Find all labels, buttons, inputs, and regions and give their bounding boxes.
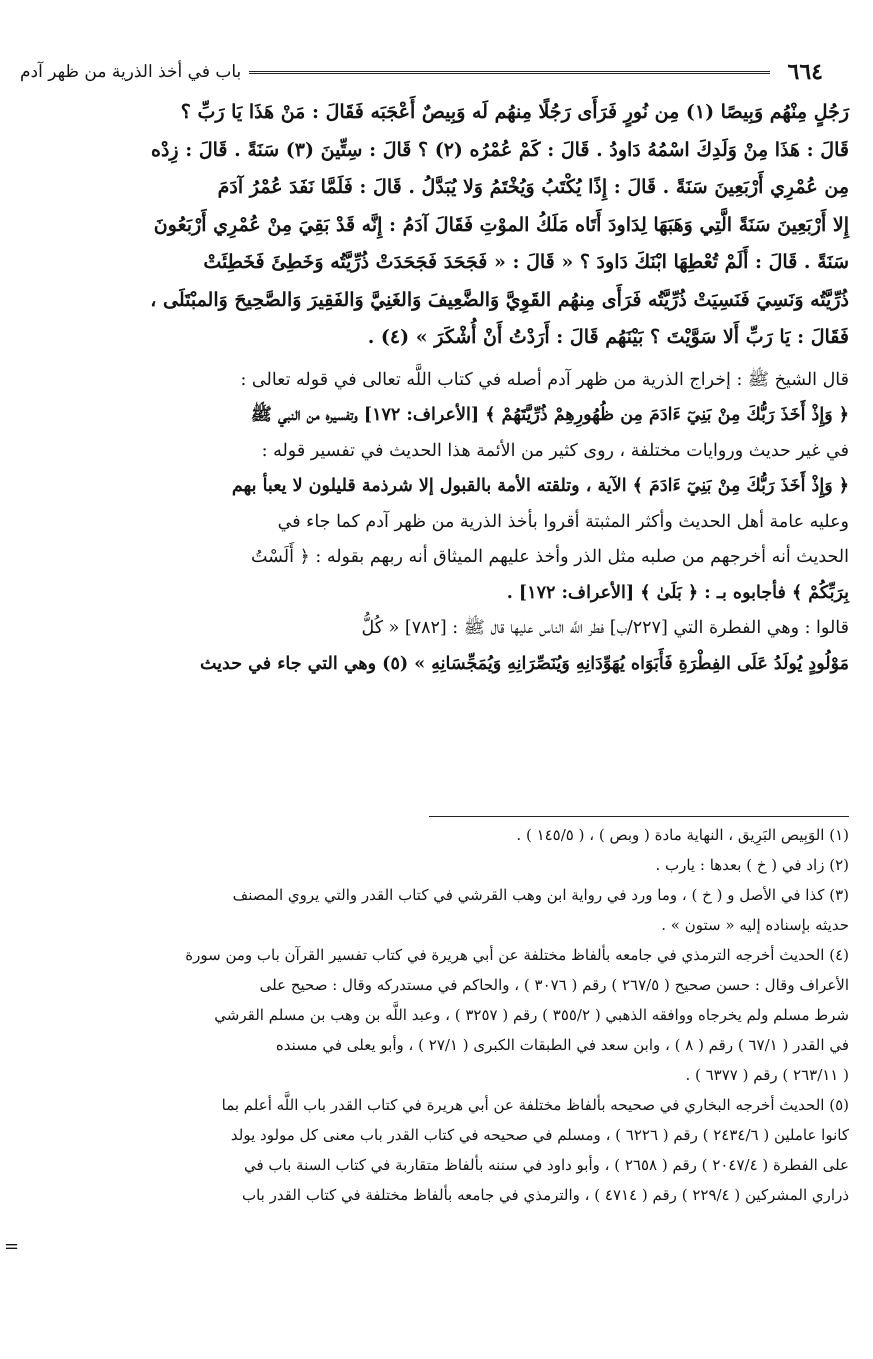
footnote-line: الأعراف وقال : حسن صحيح ( ٢٦٧/٥ ) رقم ( ٣٠٧٦ ) ، والحاكم في مستدركه وقال : صحيح على [259, 976, 849, 994]
commentary-line: في غير حديث وروايات مختلفة ، روى كثير من الأئمة هذا الحديث في تفسير قوله : [261, 440, 849, 461]
quran-verse-line: ﴿ وَإِذْ أَخَذَ رَبُّكَ مِنْ بَنِيٓ ءَادَمَ ﴾ الآية ، وتلقته الأمة بالقبول إلا شرذمة قليلون لا يعبأ بهم [231, 476, 849, 496]
main-text [20, 94, 849, 682]
footnote-separator [429, 816, 849, 817]
commentary-line: قالوا : وهي الفطرة التي [٢٢٧/ب] فطر اللَّه الناس عليها قال ﷺ : [٧٨٢] « كُلُّ [361, 618, 849, 638]
hadith-text [20, 94, 849, 357]
footnote-line: (٣) كذا في الأصل و ( خ ) ، وما ورد في رواية ابن وهب القرشي في كتاب القدر والتي يروي المصنف [232, 886, 849, 904]
commentary-text [20, 363, 849, 683]
footnote-line: (١) الوَبِيص البَرِيق ، النهاية مادة ( وبص ) ، ( ١٤٥/٥ ) . [516, 826, 849, 844]
footnote-line: شرط مسلم ولم يخرجاه ووافقه الذهبي ( ٣٥٥/٢ ) رقم ( ٣٢٥٧ ) ، وعبد اللَّه بن وهب بن مسلم القرشي [214, 1006, 849, 1024]
hadith-line: إِلا أَرْبَعِينَ سَنَةً الَّتِي وَهَبَهَا لِدَاودَ أَتَاه مَلَكُ الموْتِ فَقَالَ آدَمُ : إِنَّه قَدْ بَقِيَ مِنْ عُمْرِي أَرْبَعُونَ [153, 213, 849, 236]
footnote-line: (٢) زاد في ( خ ) بعدها : يارب . [655, 856, 849, 874]
hadith-quote-line: مَوْلُودٍ يُولَدُ عَلَى الفِطْرَةِ فَأَبَوَاه يُهَوِّدَانِهِ وَيُنَصِّرَانِهِ وَيُمَجِّسَانِهِ » (٥) وهي التي جاء في حديث [200, 653, 849, 674]
quran-verse-line: ﴿ وَإِذْ أَخَذَ رَبُّكَ مِنْ بَنِيٓ ءَادَمَ مِن ظُهُورِهِمْ ذُرِّيَّتَهُمْ ﴾ [الأعراف: ١٧٢] وتفسيره من النبي ﷺ [250, 405, 849, 425]
hadith-line: ذُرِّيَّتُه وَنَسِيَ فَنَسِيَتْ ذُرِّيَّتُه فَرَأَى مِنهُم القَوِيَّ وَالضَّعِيفَ وَالغَنِيَّ وَالفَقِيرَ وَالصَّحِيحَ وَالمبْتَلَى ، [150, 288, 849, 311]
footnote-line: في القدر ( ٦٧/١ ) رقم ( ٨ ) ، وابن سعد في الطبقات الكبرى ( ٢٧/١ ) ، وأبو يعلى في مسنده [275, 1036, 849, 1054]
header-rule [249, 71, 769, 74]
footnote-line: حديثه بإسناده إليه « ستون » . [661, 916, 849, 934]
footnote-line: ( ٢٦٣/١١ ) رقم ( ٦٣٧٧ ) . [685, 1066, 849, 1084]
commentary-line: قال الشيخ ﷺ : إخراج الذرية من ظهر آدم أصله في كتاب اللَّه تعالى في قوله تعالى : [240, 369, 849, 390]
footnote-line: كانوا عاملين ( ٢٤٣٤/٦ ) رقم ( ٦٢٢٦ ) ، ومسلم في صحيحه في كتاب القدر باب معنى كل مولود يولد [230, 1126, 849, 1144]
footnotes [20, 820, 849, 1210]
hadith-line: فَقَالَ : يَا رَبِّ أَلا سَوَّيْتَ ؟ بَيْنَهُم قَالَ : أَرَدْتُ أَنْ أُشْكَرَ » (٤) . [367, 326, 849, 348]
continuation-mark: = [4, 1236, 20, 1257]
footnote-line: على الفطرة ( ٢٠٤٧/٤ ) رقم ( ٢٦٥٨ ) ، وأبو داود في سننه بألفاظ متقاربة في كتاب السنة باب في [243, 1156, 849, 1174]
hadith-line: رَجُلٍ مِنْهُم وَبِيصًا (١) مِن نُورٍ فَرَأَى رَجُلًا مِنهُم لَه وَبِيصٌ أَعْجَبَه فَقَالَ : مَنْ هَذَا يَا رَبِّ ؟ [180, 101, 849, 123]
footnote-line: (٥) الحديث أخرجه البخاري في صحيحه بألفاظ مختلفة عن أبي هريرة في كتاب القدر باب اللَّه أعلم بما [221, 1096, 849, 1114]
quran-verse-line: بِرَبِّكُمْ ﴾ فأجابوه بـ : ﴿ بَلَىٰ ﴾ [الأعراف: ١٧٢] . [506, 582, 849, 603]
footnote-line: ذراري المشركين ( ٢٢٩/٤ ) رقم ( ٤٧١٤ ) ، والترمذي في جامعه بألفاظ مختلفة في كتاب القدر باب [241, 1186, 849, 1204]
commentary-line: وعليه عامة أهل الحديث وأكثر المثبتة أقروا بأخذ الذرية من ظهر آدم كما جاء في [277, 511, 849, 532]
commentary-line: الحديث أنه أخرجهم من صلبه مثل الذر وأخذ عليهم الميثاق أنه ربهم بقوله : ﴿ أَلَسْتُ [251, 547, 849, 567]
page-header [20, 58, 823, 86]
hadith-line: قَالَ : هَذَا مِنْ وَلَدِكَ اسْمُهُ دَاودُ . قَالَ : كَمْ عُمْرُه (٢) ؟ قَالَ : سِتِّينَ (٣) سَنَةً . قَالَ : زِدْه [150, 138, 849, 161]
footnote-line: (٤) الحديث أخرجه الترمذي في جامعه بألفاظ مختلفة عن أبي هريرة في كتاب تفسير القرآن باب ومن سورة [185, 946, 849, 964]
hadith-line: مِن عُمْرِي أَرْبَعِينَ سَنَةً . قَالَ : إِذًا يُكْتَبُ وَيُخْتَمُ وَلا يُبَدَّلُ . قَالَ : فَلَمَّا نَفَدَ عُمْرُ آدَمَ [217, 176, 849, 198]
page-number: ٦٦٤ [787, 59, 823, 85]
hadith-line: سَنَةً . قَالَ : أَلَمْ تُعْطِهَا ابْنَكَ دَاودَ ؟ « قَالَ : « فَجَحَدَ فَجَحَدَتْ ذُرِّيَّتُه وَخَطِئَ فَخَطِئَتْ [203, 251, 849, 273]
running-title: باب في أخذ الذرية من ظهر آدم [20, 62, 242, 82]
